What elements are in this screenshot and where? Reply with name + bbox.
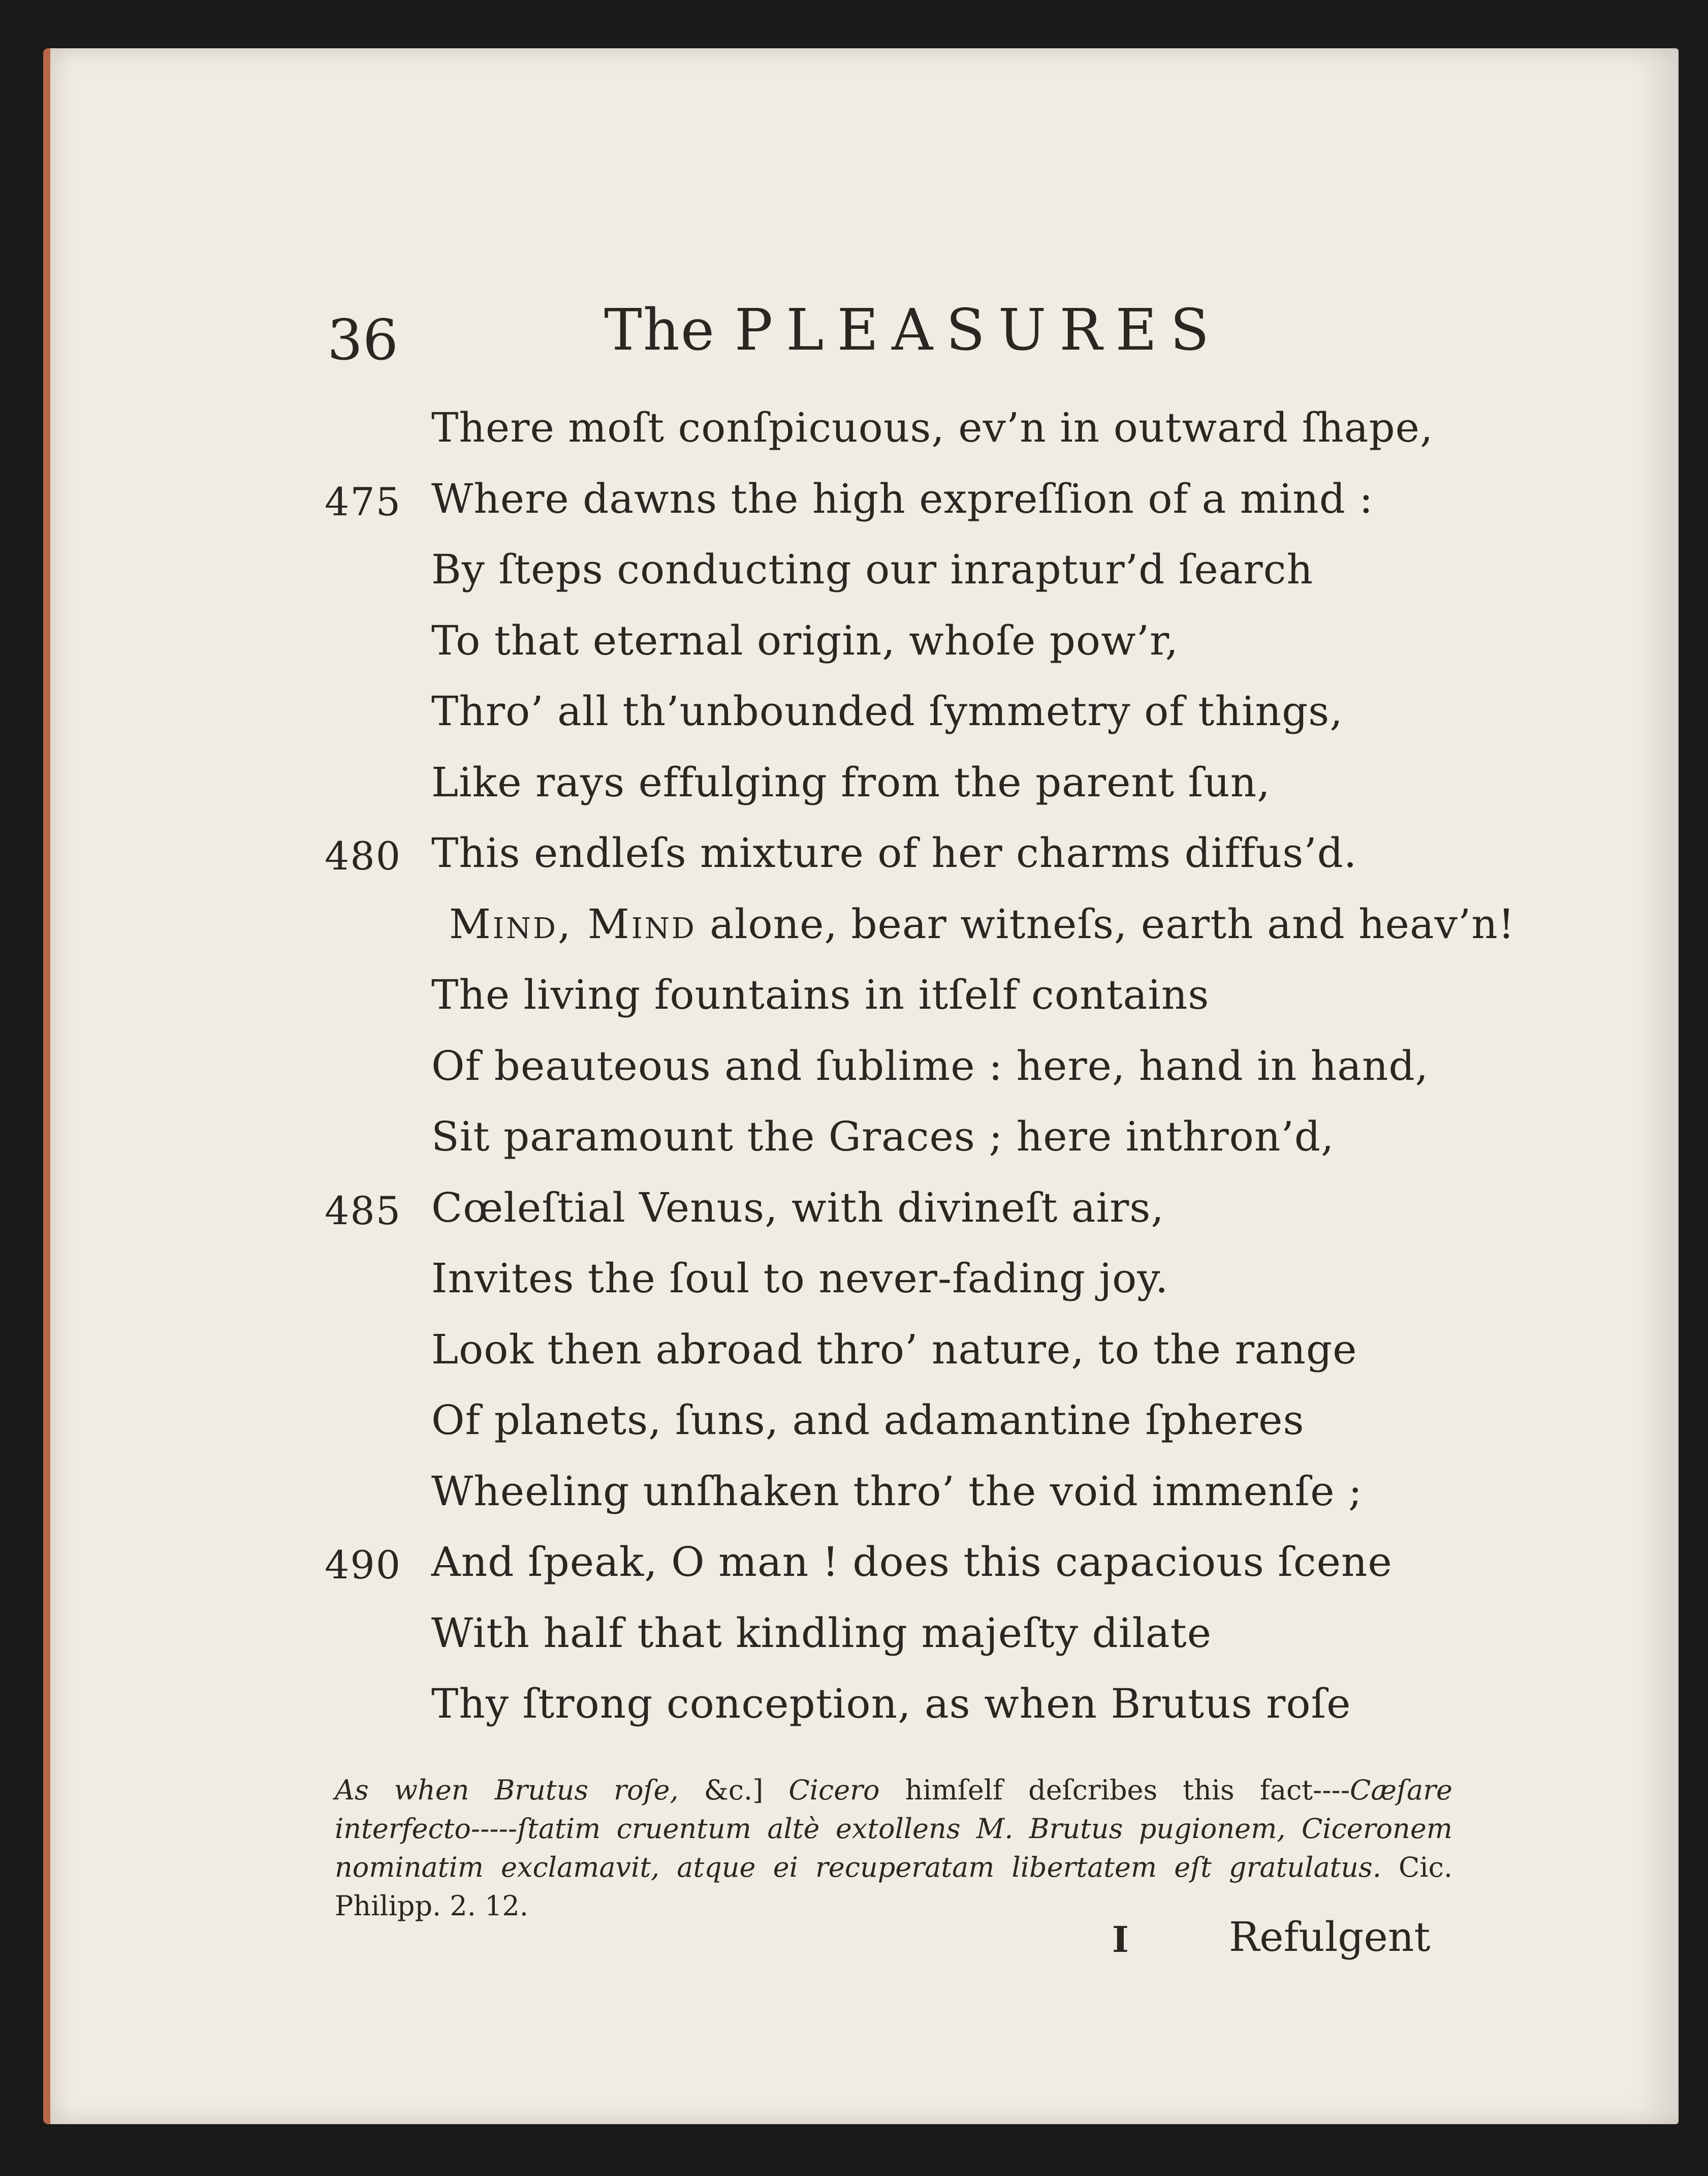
verse-line (50, 1113, 1679, 1184)
page-foot (50, 1913, 1679, 1974)
line-text: Thro’ all th’unbounded ſymmetry of things, (431, 688, 1343, 735)
verse-line (50, 1680, 1679, 1751)
line-text: Look then abroad thro’ nature, to the range (431, 1325, 1357, 1373)
footnote-latin-quote: Cæſare interfecto-----ſtatim cruentum altè extollens M. Brutus pugionem, Ciceronem nominatim exclamavit, atque ei recuperatam libertatem eſt gratulatus. (335, 1774, 1452, 1883)
footnote-lemma: As when Brutus roſe, (335, 1774, 679, 1806)
line-text: Wheeling unſhaken thro’ the void immenſe ; (431, 1467, 1363, 1515)
line-text: By ſteps conducting our inraptur’d ſearch (431, 546, 1313, 593)
line-text-rest: alone, bear witneſs, earth and heav’n! (696, 900, 1515, 948)
small-caps-mind: Mind, Mind (449, 900, 697, 948)
catchword: Refulgent (1229, 1913, 1431, 1961)
running-title (604, 297, 1222, 363)
line-text: To that eternal origin, whoſe pow’r, (431, 616, 1179, 664)
running-title-prefix: The (604, 297, 716, 363)
verse-line (50, 971, 1679, 1042)
book-page (43, 48, 1679, 2124)
footnote-citation: Cic. Philipp. 2. 12. (335, 1851, 1453, 1922)
line-text: Cœleſtial Venus, with divineſt airs, (431, 1184, 1164, 1231)
verse-line (50, 759, 1679, 830)
verse-line (50, 475, 1679, 546)
page-header (50, 292, 1679, 384)
verse-line (50, 1042, 1679, 1113)
line-number: 480 (325, 833, 402, 879)
page-number: 36 (327, 307, 398, 372)
verse-line (50, 688, 1679, 759)
line-text: Sit paramount the Graces ; here inthron’d, (431, 1113, 1335, 1160)
line-number: 485 (325, 1188, 402, 1233)
verse-line (50, 617, 1679, 688)
line-text: There moſt conſpicuous, ev’n in outward ſhape, (431, 404, 1434, 451)
line-text: Like rays effulging from the parent ſun, (431, 758, 1271, 806)
line-text: The living fountains in itſelf contains (431, 971, 1210, 1018)
running-title-caps: PLEASURES (734, 297, 1223, 363)
verse-line (50, 1326, 1679, 1397)
line-text: And ſpeak, O man ! does this capacious ſcene (431, 1538, 1393, 1586)
footnote (335, 1771, 1452, 1925)
line-text: Invites the ſoul to never-fading joy. (431, 1255, 1169, 1302)
line-number: 475 (325, 479, 402, 524)
footnote-text: himſelf deſcribes this fact---- (879, 1774, 1350, 1806)
verse-line (50, 1468, 1679, 1539)
line-text: With half that kindling majeſty dilate (431, 1609, 1212, 1657)
line-text (449, 900, 1515, 948)
verse-line (50, 1538, 1679, 1609)
verse-line (50, 1396, 1679, 1468)
verse-line (50, 1184, 1679, 1255)
signature-mark: I (1112, 1918, 1129, 1961)
verse-line (50, 900, 1679, 972)
line-number: 490 (325, 1542, 402, 1588)
footnote-etc: &c.] (678, 1774, 764, 1806)
line-text: This endleſs mixture of her charms diffus’d. (431, 829, 1357, 877)
footnote-author: Cicero (788, 1774, 880, 1806)
line-text: Of beauteous and ſublime : here, hand in hand, (431, 1042, 1429, 1090)
verse-line (50, 829, 1679, 900)
line-text: Where dawns the high expreſſion of a mind : (431, 475, 1374, 522)
line-text: Of planets, ſuns, and adamantine ſpheres (431, 1396, 1305, 1444)
verse-line (50, 546, 1679, 617)
verse-line (50, 1255, 1679, 1326)
verse-line (50, 404, 1679, 475)
verse-line (50, 1609, 1679, 1681)
line-text: Thy ſtrong conception, as when Brutus roſe (431, 1680, 1351, 1727)
